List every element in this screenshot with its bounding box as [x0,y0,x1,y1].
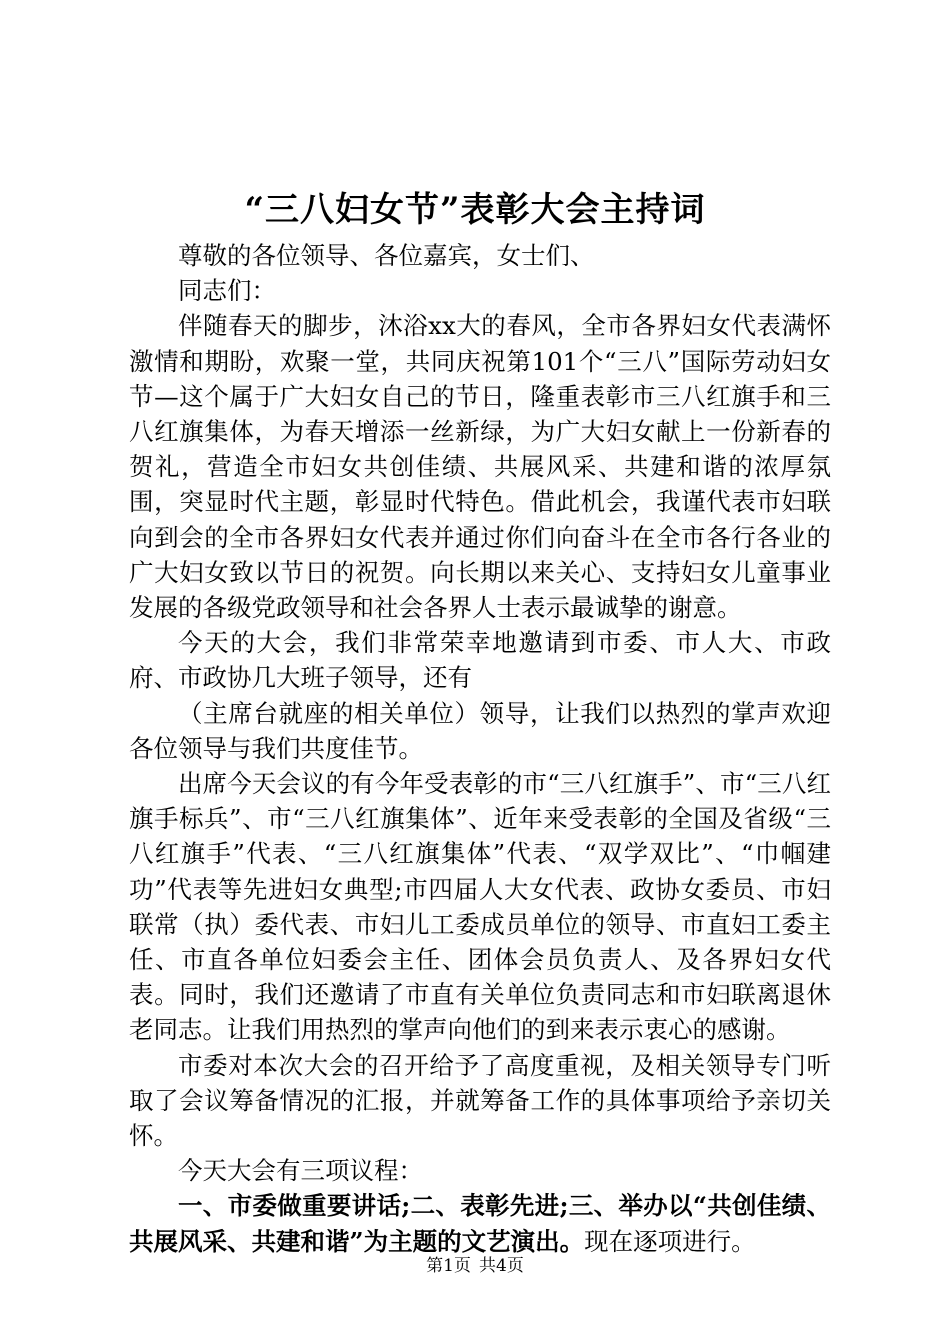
paragraph-committee: 市委对本次大会的召开给予了高度重视，及相关领导专门听取了会议筹备情况的汇报，并就筹备工作的具体事项给予亲切关怀。 [129,1050,831,1151]
paragraph-attendees: 出席今天会议的有今年受表彰的市“三八红旗手”、市“三八红旗手标兵”、市“三八红旗集体”、近年来受表彰的全国及省级“三八红旗手”代表、“三八红旗集体”代表、“双学双比”、“巾帼建功”代表等先进妇女典型;市四届人大女代表、政协女委员、市妇联常（执）委代表、市妇儿工委成员单位的领导、市直妇工委主任、市直各单位妇委会主任、团体会员负责人、及各界妇女代表。同时，我们还邀请了市直有关单位负责同志和市妇联离退休老同志。让我们用热烈的掌声向他们的到来表示衷心的感谢。 [129,769,831,1045]
paragraph-opening: 伴随春天的脚步，沐浴xx大的春风，全市各界妇女代表满怀激情和期盼，欢聚一堂，共同庆祝第101个“三八”国际劳动妇女节—这个属于广大妇女自己的节日，隆重表彰市三八红旗手和三八红旗集体，为春天增添一丝新绿，为广大妇女献上一份新春的贺礼，营造全市妇女共创佳绩、共展风采、共建和谐的浓厚氛围，突显时代主题，彰显时代特色。借此机会，我谨代表市妇联向到会的全市各界妇女代表并通过你们向奋斗在全市各行各业的广大妇女致以节日的祝贺。向长期以来关心、支持妇女儿童事业发展的各级党政领导和社会各界人士表示最诚挚的谢意。 [129,311,831,623]
paragraph-greeting-2: 同志们： [178,276,276,306]
page-total: 共4页 [479,1256,524,1276]
document-title: “三八妇女节”表彰大会主持词 [244,190,706,230]
paragraph-agenda-intro: 今天大会有三项议程： [178,1156,423,1186]
page-number: 第1页 [426,1256,471,1276]
paragraph-greeting: 尊敬的各位领导、各位嘉宾，女士们、 [178,241,595,270]
paragraph-leaders-2: （主席台就座的相关单位）领导，让我们以热烈的掌声欢迎各位领导与我们共度佳节。 [129,698,831,763]
agenda-items: 一、市委做重要讲话;二、表彰先进;三、举办以“共创佳绩、共展风采、共建和谐”为主题的文艺演出。 [129,1191,831,1256]
document-body [129,238,831,1259]
paragraph-agenda [129,1188,831,1258]
paragraph-leaders: 今天的大会，我们非常荣幸地邀请到市委、市人大、市政府、市政协几大班子领导，还有 [129,628,831,693]
page-footer [0,1254,950,1278]
agenda-tail: 现在逐项进行。 [584,1226,756,1256]
